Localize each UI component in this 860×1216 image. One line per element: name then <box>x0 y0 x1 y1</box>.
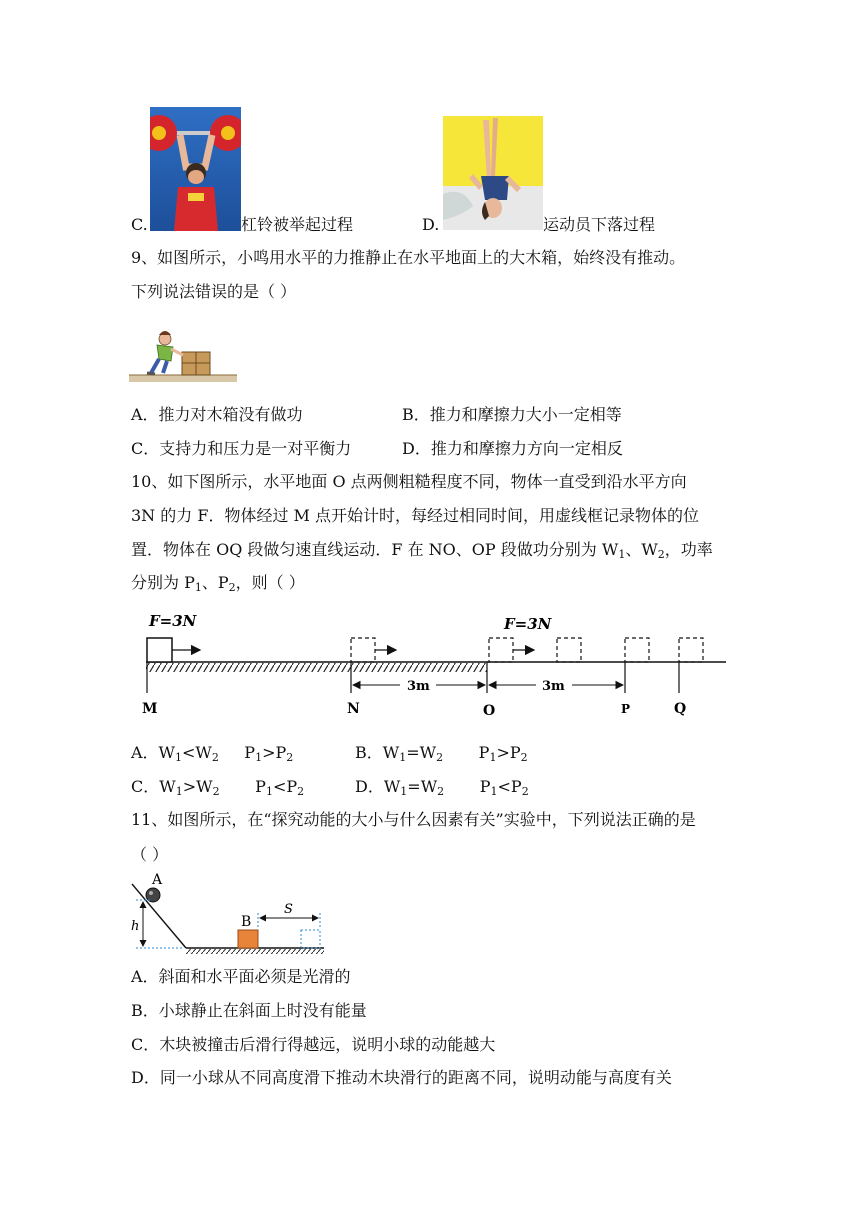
q10-option-c: C．$W_1>W_2$ $P_1<P_2$ <box>131 777 305 798</box>
q10-point-q: Q <box>674 701 687 717</box>
q8-option-d-text: 运动员下落过程 <box>543 215 656 234</box>
q10-point-p: P <box>621 702 631 716</box>
q9-stem-line1: 9、如图所示，小鸣用水平的力推静止在水平地面上的大木箱，始终没有推动。 <box>131 248 686 267</box>
q11-option-a: A．斜面和水平面必须是光滑的 <box>131 967 351 986</box>
q10-stem-line1: 10、如下图所示，水平地面 O 点两侧粗糙程度不同，物体一直受到沿水平方向 <box>131 472 687 491</box>
q10-dist-no: 3m <box>407 679 430 694</box>
q10-point-m: M <box>142 701 158 717</box>
q9-push-box-figure <box>129 325 239 385</box>
q10-point-n: N <box>347 701 360 717</box>
weightlifter-photo <box>150 107 241 231</box>
q11-option-b: B．小球静止在斜面上时没有能量 <box>131 1001 367 1020</box>
q11-label-b: B <box>241 914 252 930</box>
q10-dist-op: 3m <box>542 679 565 694</box>
q11-stem-line1: 11、如图所示，在“探究动能的大小与什么因素有关”实验中，下列说法正确的是 <box>131 810 696 829</box>
q8-option-c-text: 杠铃被举起过程 <box>241 215 354 234</box>
q8-option-d-letter: D. <box>422 215 440 234</box>
q11-option-c: C．木块被撞击后滑行得越远，说明小球的动能越大 <box>131 1035 496 1054</box>
q11-label-s: S <box>284 902 293 917</box>
q10-stem-line2: 3N 的力 F．物体经过 M 点开始计时，每经过相同时间，用虚线框记录物体的位 <box>131 506 700 525</box>
q9-option-d: D．推力和摩擦力方向一定相反 <box>402 439 623 458</box>
q11-ramp-figure <box>128 868 328 958</box>
q11-option-d: D．同一小球从不同高度滑下推动木块滑行的距离不同，说明动能与高度有关 <box>131 1068 672 1087</box>
q10-point-o: O <box>483 703 496 719</box>
q10-option-d: D．$W_1=W_2$ $P_1<P_2$ <box>355 777 529 798</box>
q9-option-b: B．推力和摩擦力大小一定相等 <box>402 405 622 424</box>
q10-option-a: A．$W_1<W_2$ $P_1>P_2$ <box>131 743 294 764</box>
q8-option-d <box>422 215 439 235</box>
q10-stem-line3: 置．物体在 OQ 段做匀速直线运动．F 在 NO、OP 段做功分别为 $W_1$、$W_2$，功率 <box>131 540 713 561</box>
q10-option-b: B．$W_1=W_2$ $P_1>P_2$ <box>355 743 528 764</box>
diver-photo <box>443 116 543 230</box>
q9-stem-line2: 下列说法错误的是（ ） <box>131 282 297 301</box>
q10-force-label-1: F=3N <box>149 612 197 630</box>
q10-stem-line4: 分别为 $P_1$、$P_2$，则（ ） <box>131 573 305 594</box>
q10-motion-figure <box>130 605 740 725</box>
q8-option-c-letter: C. <box>131 215 148 234</box>
q10-force-label-2: F=3N <box>504 615 552 633</box>
q11-stem-line2: （ ） <box>131 845 169 864</box>
q9-option-a: A．推力对木箱没有做功 <box>131 405 303 424</box>
q9-option-c: C．支持力和压力是一对平衡力 <box>131 439 352 458</box>
q11-label-h: h <box>131 919 140 934</box>
q8-option-c <box>131 215 148 235</box>
q11-label-a: A <box>152 872 163 888</box>
